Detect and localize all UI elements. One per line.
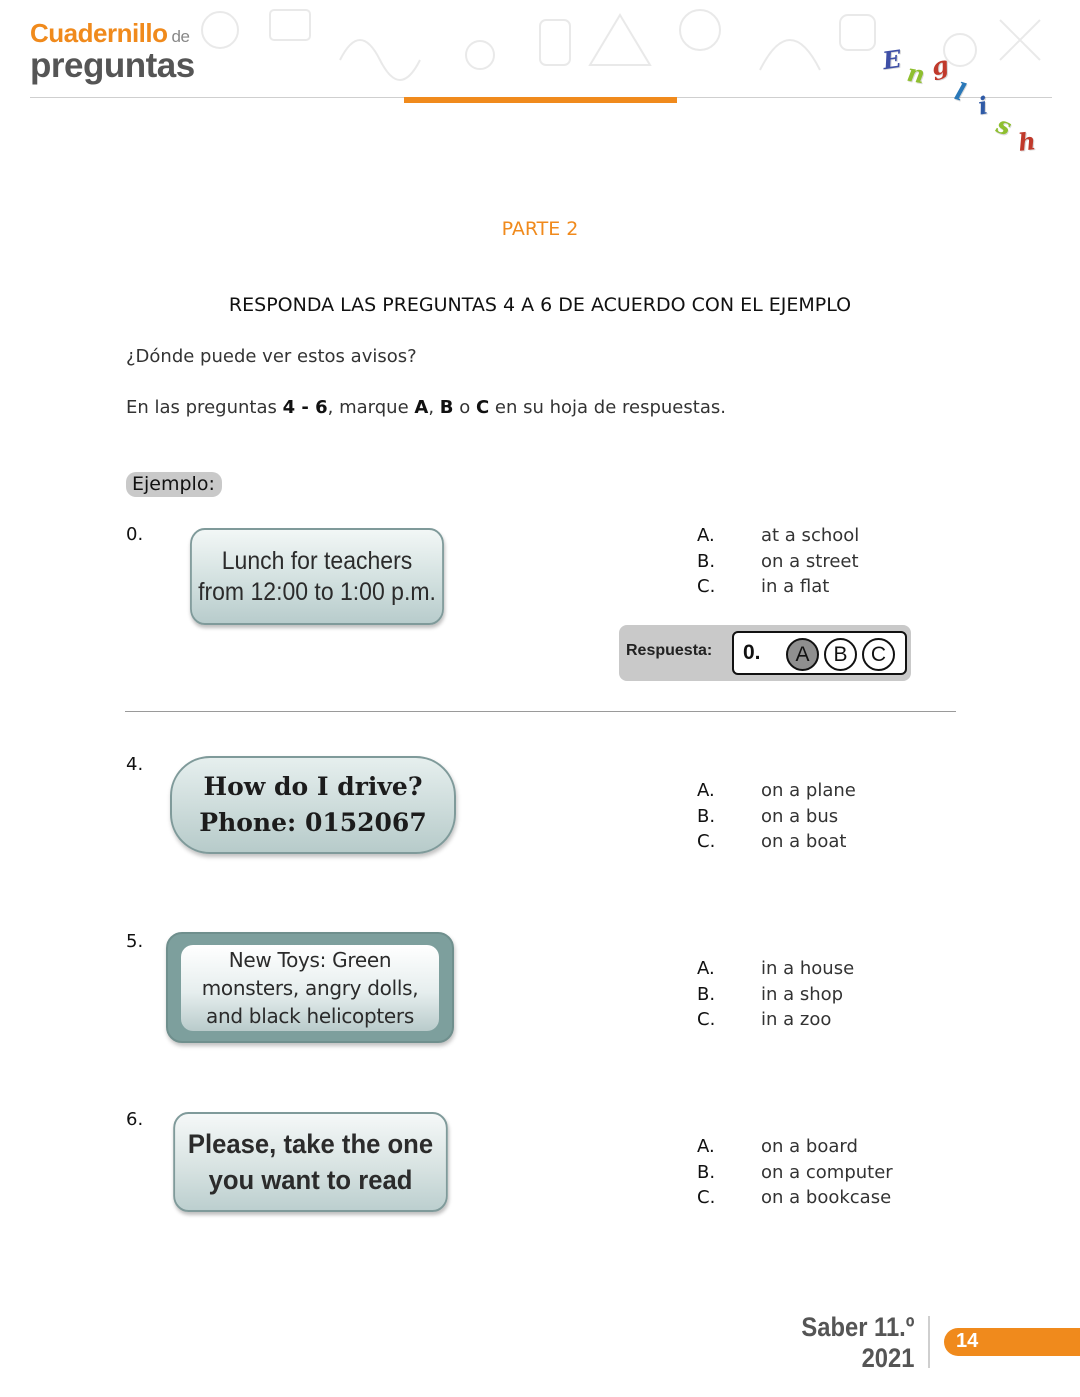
question-number: 0. xyxy=(126,524,144,545)
english-tile-letter: l xyxy=(951,76,969,107)
option-c: C. in a zoo xyxy=(697,1009,832,1030)
notice-sign xyxy=(173,1112,448,1212)
bubble-c: C xyxy=(862,638,895,671)
option-b: B. in a shop xyxy=(697,983,844,1005)
option-a: A. on a plane xyxy=(697,780,856,801)
answer-options xyxy=(697,1134,893,1211)
bubble-b: B xyxy=(824,638,857,671)
answer-options xyxy=(697,956,854,1033)
option-b: B. on a computer xyxy=(697,1161,893,1183)
option-a: A. at a school xyxy=(697,525,860,546)
sign-line: Please, take the one xyxy=(187,1129,434,1159)
page-number-tab xyxy=(944,1328,1080,1356)
sign-line: from 12:00 to 1:00 p.m. xyxy=(198,577,436,606)
notice-sign xyxy=(166,932,454,1043)
option-c: C. on a boat xyxy=(697,831,847,852)
answer-number: 0. xyxy=(743,641,761,664)
english-tile-letter: g xyxy=(928,49,952,82)
english-tile-letter: s xyxy=(992,109,1016,142)
option-a: A. in a house xyxy=(697,958,855,979)
english-tile-letter: h xyxy=(1016,126,1038,157)
answer-instruction: En las preguntas 4 - 6, marque A, B o C en su hoja de respuestas. xyxy=(126,397,726,418)
answer-bubble-row xyxy=(732,631,907,675)
option-a: A. on a board xyxy=(697,1136,858,1157)
part-title: PARTE 2 xyxy=(501,218,579,240)
option-b: B. on a bus xyxy=(697,805,839,827)
sign-line: you want to read xyxy=(208,1165,413,1195)
answer-options xyxy=(697,778,856,855)
brand-cuadernillo: Cuadernillo de xyxy=(30,18,190,48)
english-tile-letter: i xyxy=(975,90,990,121)
page-number: 14 xyxy=(956,1330,979,1352)
notice-sign xyxy=(190,528,444,625)
option-c: C. in a flat xyxy=(697,576,830,597)
answer-label: Respuesta: xyxy=(626,642,713,659)
bubble-a-selected: A xyxy=(786,638,819,671)
instruction-title: RESPONDA LAS PREGUNTAS 4 A 6 DE ACUERDO CON EL EJEMPLO xyxy=(228,294,852,316)
english-logo xyxy=(0,0,1080,170)
footer-saber: Saber 11.º xyxy=(800,1312,914,1342)
option-b: B. on a street xyxy=(697,550,859,572)
example-label: Ejemplo: xyxy=(126,472,222,497)
footer-year: 2021 xyxy=(861,1343,914,1373)
sign-line: monsters, angry dolls, xyxy=(201,975,419,1000)
footer-exam-title xyxy=(801,1312,914,1374)
question-number: 4. xyxy=(126,754,144,775)
footer-separator xyxy=(928,1316,930,1368)
notice-sign xyxy=(170,756,456,854)
sign-line: New Toys: Green xyxy=(228,947,392,972)
sign-line: How do I drive? xyxy=(203,772,423,801)
english-tile-letter: E xyxy=(880,43,904,76)
sign-line: Lunch for teachers xyxy=(221,546,413,575)
answer-example-box xyxy=(619,625,911,681)
question-number: 6. xyxy=(126,1109,144,1130)
sign-line: Phone: 0152067 xyxy=(199,808,427,837)
english-tile-letter: n xyxy=(904,57,928,90)
section-divider xyxy=(125,711,956,712)
sign-line: and black helicopters xyxy=(206,1003,414,1028)
option-c: C. on a bookcase xyxy=(697,1187,892,1208)
notice-sign-panel xyxy=(181,945,439,1031)
question-number: 5. xyxy=(126,931,144,952)
answer-options xyxy=(697,523,859,600)
question-prompt: ¿Dónde puede ver estos avisos? xyxy=(126,346,417,367)
brand-preguntas: preguntas xyxy=(30,46,195,85)
